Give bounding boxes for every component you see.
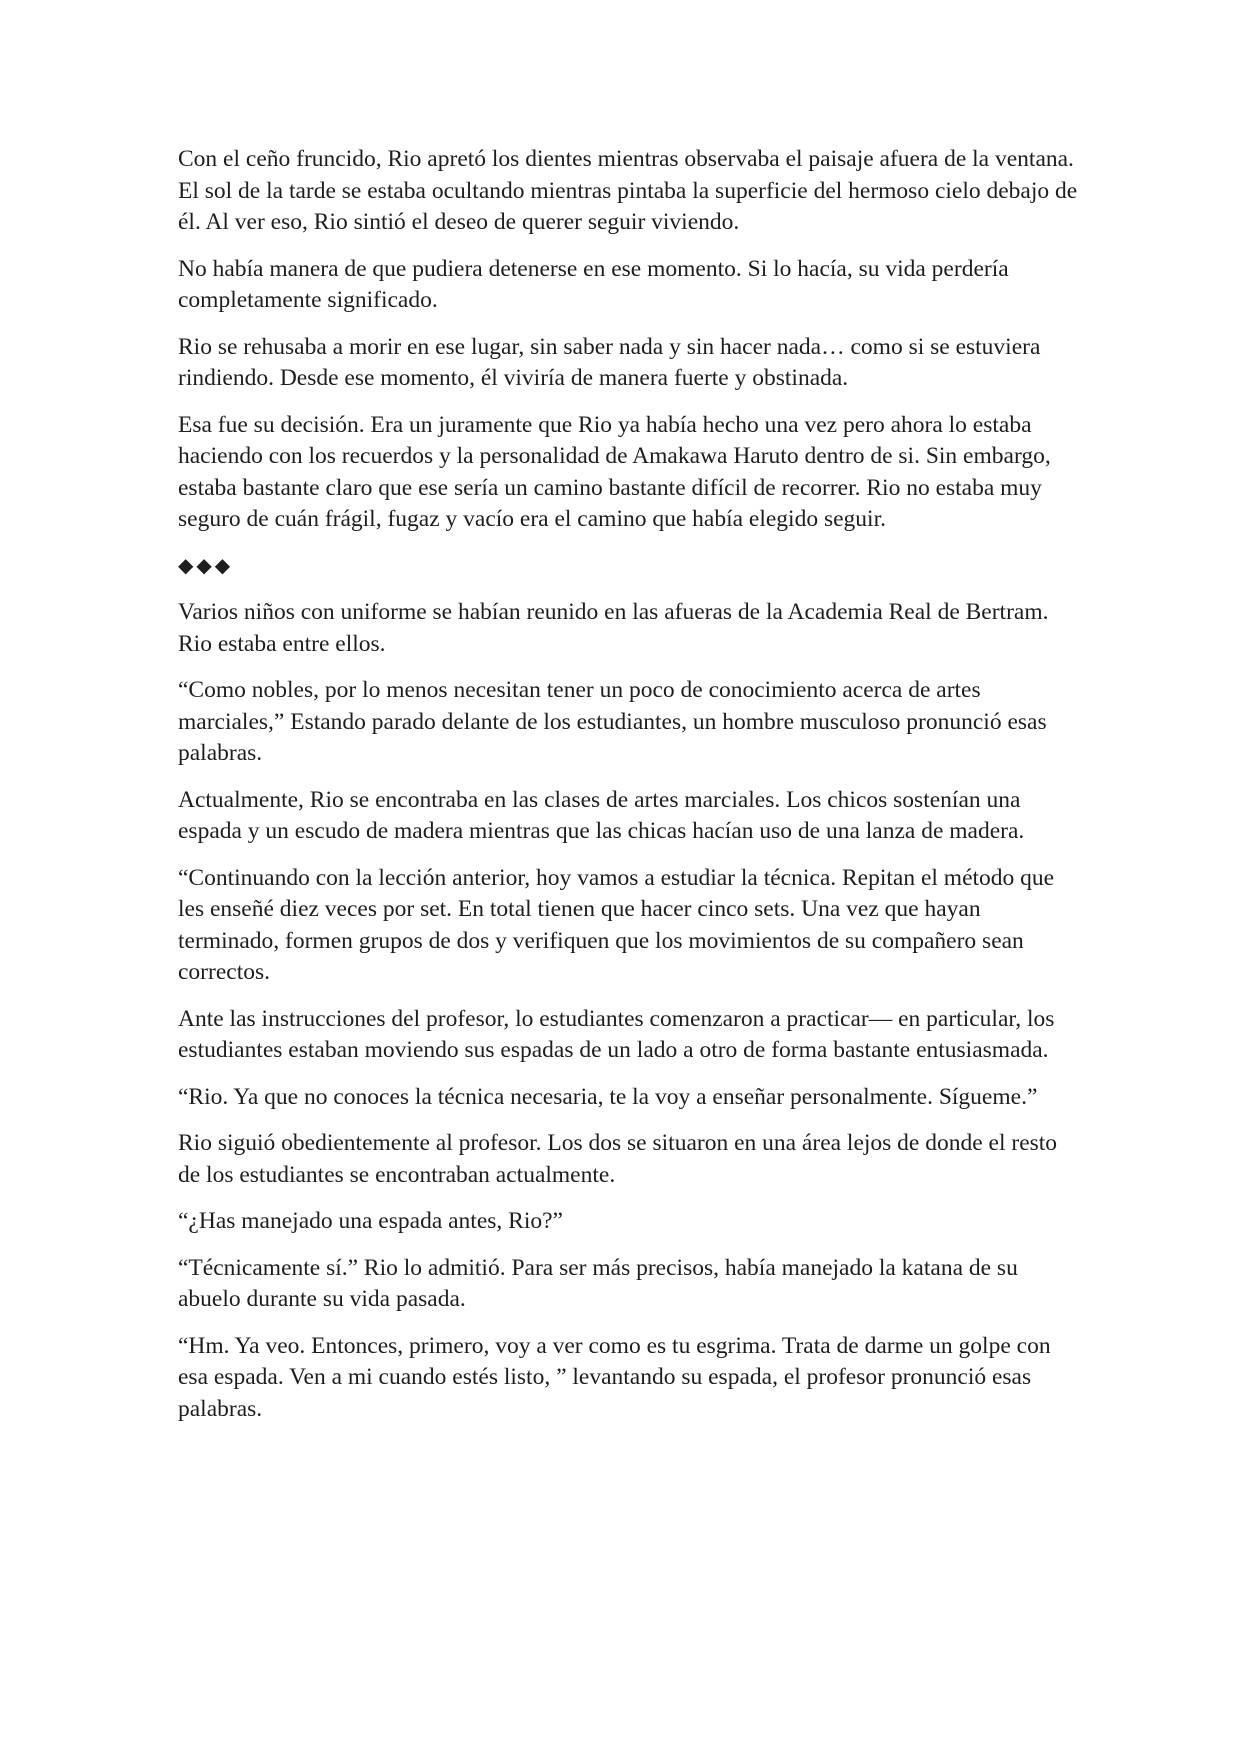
paragraph: “Como nobles, por lo menos necesitan tener un poco de conocimiento acerca de artes marciales,” Estando parado delante de los estudiantes, un hombre musculoso pronunció esas palabras. xyxy=(178,677,1047,766)
paragraph: Actualmente, Rio se encontraba en las clases de artes marciales. Los chicos sostenían una espada y un escudo de madera mientras que las chicas hacían uso de una lanza de madera. xyxy=(178,786,1025,844)
paragraph: Rio siguió obedientemente al profesor. Los dos se situaron en una área lejos de donde el resto de los estudiantes se encontraban actualmente. xyxy=(178,1130,1058,1188)
paragraph: Con el ceño fruncido, Rio apretó los dientes mientras observaba el paisaje afuera de la ventana. El sol de la tarde se estaba ocultando mientras pintaba la superficie del hermoso cielo debajo de él. Al ver eso, Rio sintió el deseo de querer seguir viviendo. xyxy=(178,146,1078,235)
paragraph: “Técnicamente sí.” Rio lo admitió. Para ser más precisos, había manejado la katana de su abuelo durante su vida pasada. xyxy=(178,1254,1018,1312)
paragraph: “Rio. Ya que no conoces la técnica necesaria, te la voy a enseñar personalmente. Sígueme.” xyxy=(178,1083,1038,1110)
paragraph: Rio se rehusaba a morir en ese lugar, sin saber nada y sin hacer nada… como si se estuviera rindiendo. Desde ese momento, él viviría de manera fuerte y obstinada. xyxy=(178,333,1041,391)
paragraph: “Hm. Ya veo. Entonces, primero, voy a ver como es tu esgrima. Trata de darme un golpe con esa espada. Ven a mi cuando estés listo, ” levantando su espada, el profesor pronunció esas palabras. xyxy=(178,1332,1051,1422)
paragraph: Varios niños con uniforme se habían reunido en las afueras de la Academia Real de Bertram. Rio estaba entre ellos. xyxy=(178,599,1049,657)
paragraph: Esa fue su decisión. Era un juramente que Rio ya había hecho una vez pero ahora lo estaba haciendo con los recuerdos y la personalidad de Amakawa Haruto dentro de si. Sin embargo, estaba bastante claro que ese sería un camino bastante difícil de recorrer. Rio no estaba muy seguro de cuán frágil, fugaz y vacío era el camino que había elegido seguir. xyxy=(178,411,1051,532)
paragraph: “Continuando con la lección anterior, hoy vamos a estudiar la técnica. Repitan el método que les enseñé diez veces por set. En total tienen que hacer cinco sets. Una vez que hayan terminado, formen grupos de dos y verifiquen que los movimientos de su compañero sean correctos. xyxy=(178,864,1055,985)
paragraph: Ante las instrucciones del profesor, lo estudiantes comenzaron a practicar— en particular, los estudiantes estaban moviendo sus espadas de un lado a otro de forma bastante entusiasmada. xyxy=(178,1005,1055,1063)
document-page xyxy=(178,144,1078,1440)
paragraph: “¿Has manejado una espada antes, Rio?” xyxy=(178,1208,563,1234)
paragraph: No había manera de que pudiera detenerse en ese momento. Si lo hacía, su vida perdería completamente significado. xyxy=(178,255,1009,313)
scene-separator: ◆◆◆ xyxy=(178,554,234,577)
